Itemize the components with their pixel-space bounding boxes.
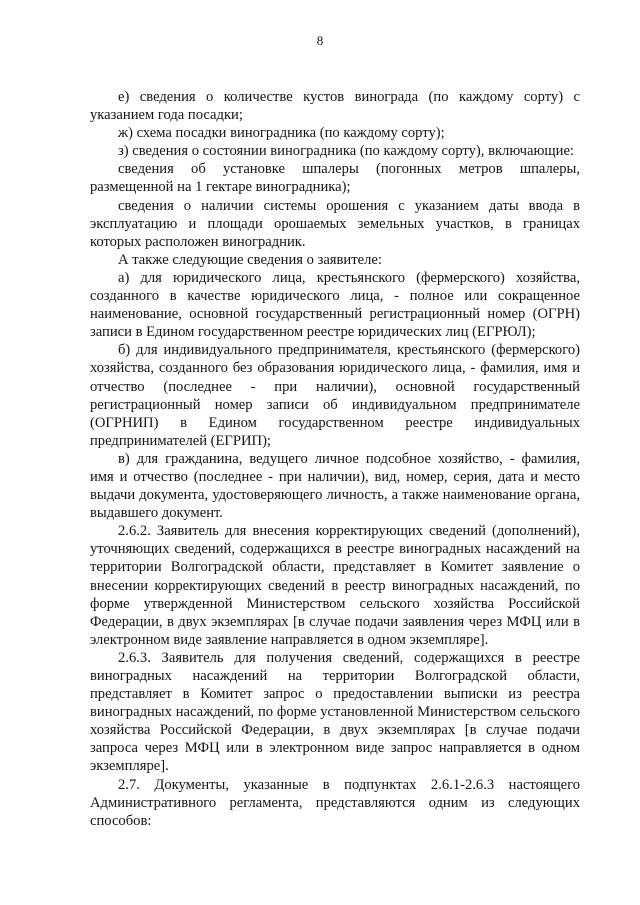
- paragraph-e-vine-count: е) сведения о количестве кустов винограда (по каждому сорту) с указанием года посадки;: [90, 89, 580, 124]
- page-number: 8: [316, 33, 324, 48]
- paragraph-z-vineyard-condition: з) сведения о состоянии виноградника (по каждому сорту), включающие:: [118, 143, 574, 160]
- paragraph-trellis-info: сведения об установке шпалеры (погонных метров шпалеры, размещенной на 1 гектаре виноградника);: [90, 161, 580, 196]
- paragraph-2-7: 2.7. Документы, указанные в подпунктах 2.6.1-2.6.3 настоящего Административного регламента, представляются одним из следующих способов:: [90, 776, 580, 829]
- paragraph-2-6-3: 2.6.3. Заявитель для получения сведений, содержащихся в реестре виноградных насаждений на территории Волгоградской области, представляет в Комитет запрос о предоставлении выписки из реестра виноградных насаждений, по форме установленной Министерством сельского хозяйства Российской Федерации, в двух экземплярах [в случае подачи запроса через МФЦ или в электронном виде запрос направляется в одном экземпляре].: [90, 649, 580, 775]
- paragraph-a-legal-entity: а) для юридического лица, крестьянского (фермерского) хозяйства, созданного в качестве юридического лица, - полное или сокращенное наименование, основной государственный регистрационный номер (ОГРН) записи в Едином государственном реестре юридических лиц (ЕГРЮЛ);: [90, 269, 580, 341]
- paragraph-applicant-intro: А также следующие сведения о заявителе:: [118, 251, 382, 268]
- paragraph-v-citizen: в) для гражданина, ведущего личное подсобное хозяйство, - фамилия, имя и отчество (последнее - при наличии), вид, номер, серия, дата и место выдачи документа, удостоверяющего личность, а также наименование органа, выдавшего документ.: [90, 450, 580, 522]
- paragraph-irrigation-info: сведения о наличии системы орошения с указанием даты ввода в эксплуатацию и площади орошаемых земельных участков, в границах которых расположен виноградник.: [90, 197, 580, 250]
- document-body: [90, 88, 580, 830]
- paragraph-2-6-2: 2.6.2. Заявитель для внесения корректирующих сведений (дополнений), уточняющих сведений, содержащихся в реестре виноградных насаждений на территории Волгоградской области, представляет в Комитет заявление о внесении корректирующих сведений в реестр виноградных насаждений, по форме утвержденной Министерством сельского хозяйства Российской Федерации, в двух экземплярах [в случае подачи заявления через МФЦ или в электронном виде заявление направляется в одном экземпляре].: [90, 523, 580, 648]
- paragraph-b-entrepreneur: б) для индивидуального предпринимателя, крестьянского (фермерского) хозяйства, созданного без образования юридического лица, - фамилия, имя и отчество (последнее - при наличии), основной государственный регистрационный номер записи об индивидуальном предпринимателе (ОГРНИП) в Едином государственном реестре индивидуальных предпринимателей (ЕГРИП);: [90, 342, 580, 449]
- paragraph-zh-planting-scheme: ж) схема посадки виноградника (по каждому сорту);: [118, 125, 445, 142]
